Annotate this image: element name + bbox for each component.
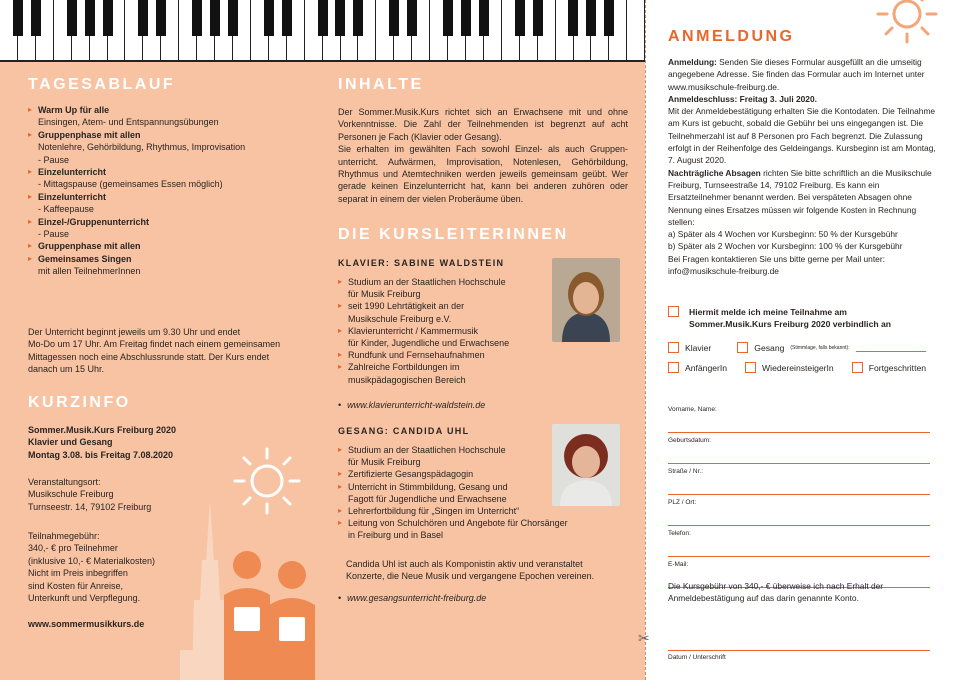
form-field[interactable] — [668, 402, 930, 433]
piano-black-key — [568, 0, 578, 36]
piano-black-key — [461, 0, 471, 36]
registration-text — [668, 56, 936, 277]
schedule-item-title: ▸ Warm Up für alle — [38, 105, 110, 115]
confirm-label: Hiermit melde ich meine Teilnahme am Sommer.Musik.Kurs Freiburg 2020 verbindlich an — [689, 307, 892, 329]
cancellation-label: Nachträgliche Absagen — [668, 167, 761, 178]
piano-black-key — [138, 0, 148, 36]
gesang-checkbox[interactable] — [737, 342, 748, 353]
venue-info: Veranstaltungsort: Musikschule Freiburg Turnseestr. 14, 79102 Freiburg — [28, 477, 152, 512]
cancellation-terms: richten Sie bitte schriftlich an die Musikschule Freiburg, Turnseestraße 14, 79102 Freiburg. Es kann ein Ersatzteilnehmer benannt werden. Bei verspäteten Absagen ohne Nennung eines Ersatzes müssen wir folgende Kosten in Rechnung stellen: a) Später als 4 Wochen vor Kursbeginn: 50 % der Kursgebühr b) Später als 2 Wochen vor Kursbeginn: 100 % der Kursgebühr Bei Fragen kontaktieren Sie uns bitte gerne per Mail unter: info@musikschule-freiburg.de — [668, 167, 932, 277]
schedule-item — [28, 240, 313, 252]
schedule-item-title: ▸ Gemeinsames Singen — [38, 253, 132, 264]
level-options — [668, 362, 926, 373]
piano-black-key — [103, 0, 113, 36]
schedule-list — [28, 104, 313, 278]
registration-terms: Mit der Anmeldebestätigung erhalten Sie die Kontodaten. Die Teilnahme am Kurs ist gebucht, sobald die Gebühr bei uns eingegangen ist. Die Teilnehmerzahl ist auf 8 Personen pro Fach begrenzt. Die Zulassung erfolgt in der Reihenfolge des Geldeingangs. Kursbeginn ist am Montag, 7. August 2020. — [668, 106, 936, 166]
schedule-item — [28, 216, 313, 241]
piano-black-key — [264, 0, 274, 36]
confirm-checkbox[interactable] — [668, 306, 679, 317]
course-info: Sommer.Musik.Kurs Freiburg 2020 Klavier und Gesang Montag 3.08. bis Freitag 7.08.2020 — [28, 425, 177, 460]
fortgeschritten-option-label: Fortgeschritten — [868, 362, 927, 373]
cv-item: ▸ Rundfunk und Fernsehaufnahmen — [338, 349, 548, 361]
piano-black-key — [335, 0, 345, 36]
cv-item: ▸ Unterricht in Stimmbildung, Gesang und Fagott für Jugendliche und Erwachsene — [338, 481, 588, 505]
gesang-website-link[interactable]: • www.gesangsunterricht-freiburg.de — [338, 593, 486, 603]
form-field-label: PLZ / Ort: — [668, 499, 697, 506]
klavier-website-link[interactable]: • www.klavierunterricht-waldstein.de — [338, 400, 485, 410]
instrument-options — [668, 342, 926, 353]
form-field[interactable] — [668, 464, 930, 495]
piano-black-key — [318, 0, 328, 36]
schedule-item-title: ▸ Einzelunterricht — [38, 167, 107, 178]
cv-item: ▸ Zahlreiche Fortbildungen im musikpädagogischen Bereich — [338, 361, 548, 385]
voice-type-input[interactable] — [856, 343, 926, 352]
form-field[interactable] — [668, 495, 930, 526]
schedule-item-detail: - Kaffeepause — [38, 204, 94, 215]
schedule-item-title: ▸ Gruppenphase mit allen — [38, 241, 141, 252]
form-field-label: Geburtsdatum: — [668, 437, 711, 444]
schedule-item-title: ▸ Einzelunterricht — [38, 191, 107, 202]
piano-black-key — [282, 0, 292, 36]
piano-black-key — [31, 0, 41, 36]
gesang-teacher-heading: GESANG: CANDIDA UHL — [338, 426, 470, 436]
piano-black-key — [515, 0, 525, 36]
piano-black-key — [533, 0, 543, 36]
piano-black-key — [479, 0, 489, 36]
form-field-label: E-Mail: — [668, 561, 689, 568]
cv-item: ▸ Studium an der Staatlichen Hochschule für Musik Freiburg — [338, 276, 548, 300]
schedule-item-detail: - Mittagspause (gemeinsames Essen möglich) — [38, 179, 223, 190]
piano-black-key — [443, 0, 453, 36]
schedule-item — [28, 104, 313, 129]
piano-black-key — [389, 0, 399, 36]
cv-item: ▸ Klavierunterricht / Kammermusik für Kinder, Jugendliche und Erwachsene — [338, 325, 548, 349]
kurzinfo-heading: KURZINFO — [28, 394, 131, 411]
form-field-label: Vorname, Name: — [668, 406, 717, 413]
piano-black-key — [192, 0, 202, 36]
schedule-item — [28, 129, 313, 166]
piano-keys-banner — [0, 0, 645, 62]
wiedereinsteiger-option-label: WiedereinsteigerIn — [762, 362, 834, 373]
klavier-checkbox[interactable] — [668, 342, 679, 353]
klavier-teacher-heading: KLAVIER: SABINE WALDSTEIN — [338, 258, 505, 268]
signature-field[interactable] — [668, 622, 930, 651]
kursleiterinnen-heading: DIE KURSLEITERINNEN — [338, 226, 569, 243]
singers-icon — [212, 545, 327, 680]
form-field-label: Straße / Nr.: — [668, 468, 704, 475]
gesang-note: Candida Uhl ist auch als Komponistin aktiv und veranstaltet Konzerte, die Neue Musik und vergangene Epochen vereinen. — [346, 559, 595, 582]
website-link[interactable]: www.sommermusikkurs.de — [28, 619, 145, 629]
teacher-photo-waldstein — [552, 258, 620, 342]
klavier-teacher-cv — [338, 276, 548, 386]
schedule-item-detail: Notenlehre, Gehörbildung, Rhythmus, Improvisation - Pause — [38, 142, 246, 165]
piano-black-key — [13, 0, 23, 36]
piano-black-key — [586, 0, 596, 36]
gesang-option-label: Gesang — [754, 342, 785, 353]
schedule-item-title: ▸ Gruppenphase mit allen — [38, 129, 141, 140]
piano-black-key — [228, 0, 238, 36]
tagesablauf-heading: TAGESABLAUF — [28, 76, 176, 93]
piano-black-key — [407, 0, 417, 36]
wiedereinsteiger-checkbox[interactable] — [745, 362, 756, 373]
inhalte-text: Der Sommer.Musik.Kurs richtet sich an Erwachsene mit und ohne Vorkenntnisse. Die Zahl der Teilnehmenden ist begrenzt auf acht Personen je Fach (Klavier oder Gesang). Sie erhalten im gewählten Fach sowohl Einzel- als auch Gruppen-unterricht. Aufwärmen, Improvisation, Notenlesen, Gehörbildung, Rhythmus und Atemtechniken werden jeweils gemeinsam geübt. Wer gerade keinen Einzelunterricht hat, kann bei anderen zuhören oder separat in einem der vielen Proberäume üben. — [338, 107, 628, 204]
schedule-item-detail: - Pause — [38, 229, 70, 240]
anfaenger-option-label: AnfängerIn — [685, 362, 728, 373]
registration-deadline: Anmeldeschluss: Freitag 3. Juli 2020. — [668, 93, 817, 104]
sun-icon — [232, 446, 302, 516]
cv-item: ▸ Lehrerfortbildung für „Singen im Unterricht“ — [338, 505, 588, 517]
schedule-item-title: ▸ Einzel-/Gruppenunterricht — [38, 216, 150, 227]
gesang-teacher-cv — [338, 444, 588, 542]
scissors-icon: ✂ — [638, 630, 650, 646]
fee-info: Teilnahmegebühr: 340,- € pro Teilnehmer (inklusive 10,- € Materialkosten) Nicht im Preis inbegriffen sind Kosten für Anreise, Unterkunft und Verpflegung. — [28, 531, 156, 604]
cv-item: ▸ Studium an der Staatlichen Hochschule für Musik Freiburg — [338, 444, 588, 468]
piano-black-key — [67, 0, 77, 36]
form-field[interactable] — [668, 433, 930, 464]
form-field[interactable] — [668, 526, 930, 557]
fold-line — [645, 0, 646, 680]
klavier-option-label: Klavier — [685, 342, 712, 353]
registration-intro: Senden Sie dieses Formular ausgefüllt an die umseitig angegebene Adresse. Sie finden das Formular auch im Internet unter www.musikschule-freiburg.de. — [668, 57, 925, 92]
piano-white-key — [627, 0, 645, 60]
inhalte-heading: INHALTE — [338, 76, 424, 93]
piano-black-key — [353, 0, 363, 36]
schedule-item — [28, 191, 313, 216]
voice-type-hint: (Stimmlage, falls bekannt): — [790, 344, 850, 351]
schedule-item — [28, 253, 313, 278]
sun-icon — [872, 0, 942, 46]
signature-label: Datum / Unterschrift — [668, 654, 726, 661]
piano-black-key — [85, 0, 95, 36]
schedule-note: Der Unterricht beginnt jeweils um 9.30 Uhr und endet Mo-Do um 17 Uhr. Am Freitag findet nach einem gemeinsamen Mittagessen noch eine Abschlussrunde statt. Der Kurs endet danach um 15 Uhr. — [28, 327, 281, 375]
cv-item: ▸ seit 1990 Lehrtätigkeit an der Musikschule Freiburg e.V. — [338, 300, 548, 324]
fortgeschritten-checkbox[interactable] — [852, 362, 863, 373]
piano-black-key — [604, 0, 614, 36]
schedule-item — [28, 166, 313, 191]
piano-black-key — [156, 0, 166, 36]
anfaenger-checkbox[interactable] — [668, 362, 679, 373]
cv-item: ▸ Leitung von Schulchören und Angebote für Chorsänger in Freiburg und in Basel — [338, 517, 588, 541]
schedule-item-detail: Einsingen, Atem- und Entspannungsübungen — [38, 117, 219, 128]
fee-transfer-note: Die Kursgebühr von 340,- € überweise ich nach Erhalt der Anmeldebestätigung auf das darin genannte Konto. — [668, 581, 884, 604]
cv-item: ▸ Zertifizierte Gesangspädagogin — [338, 468, 588, 480]
piano-black-key — [210, 0, 220, 36]
form-field-label: Telefon: — [668, 530, 691, 537]
anmeldung-heading: ANMELDUNG — [668, 28, 795, 45]
registration-label: Anmeldung: — [668, 57, 717, 67]
confirm-row — [668, 306, 891, 330]
teacher-photo-uhl — [552, 424, 620, 506]
schedule-item-detail: mit allen TeilnehmerInnen — [38, 266, 141, 277]
